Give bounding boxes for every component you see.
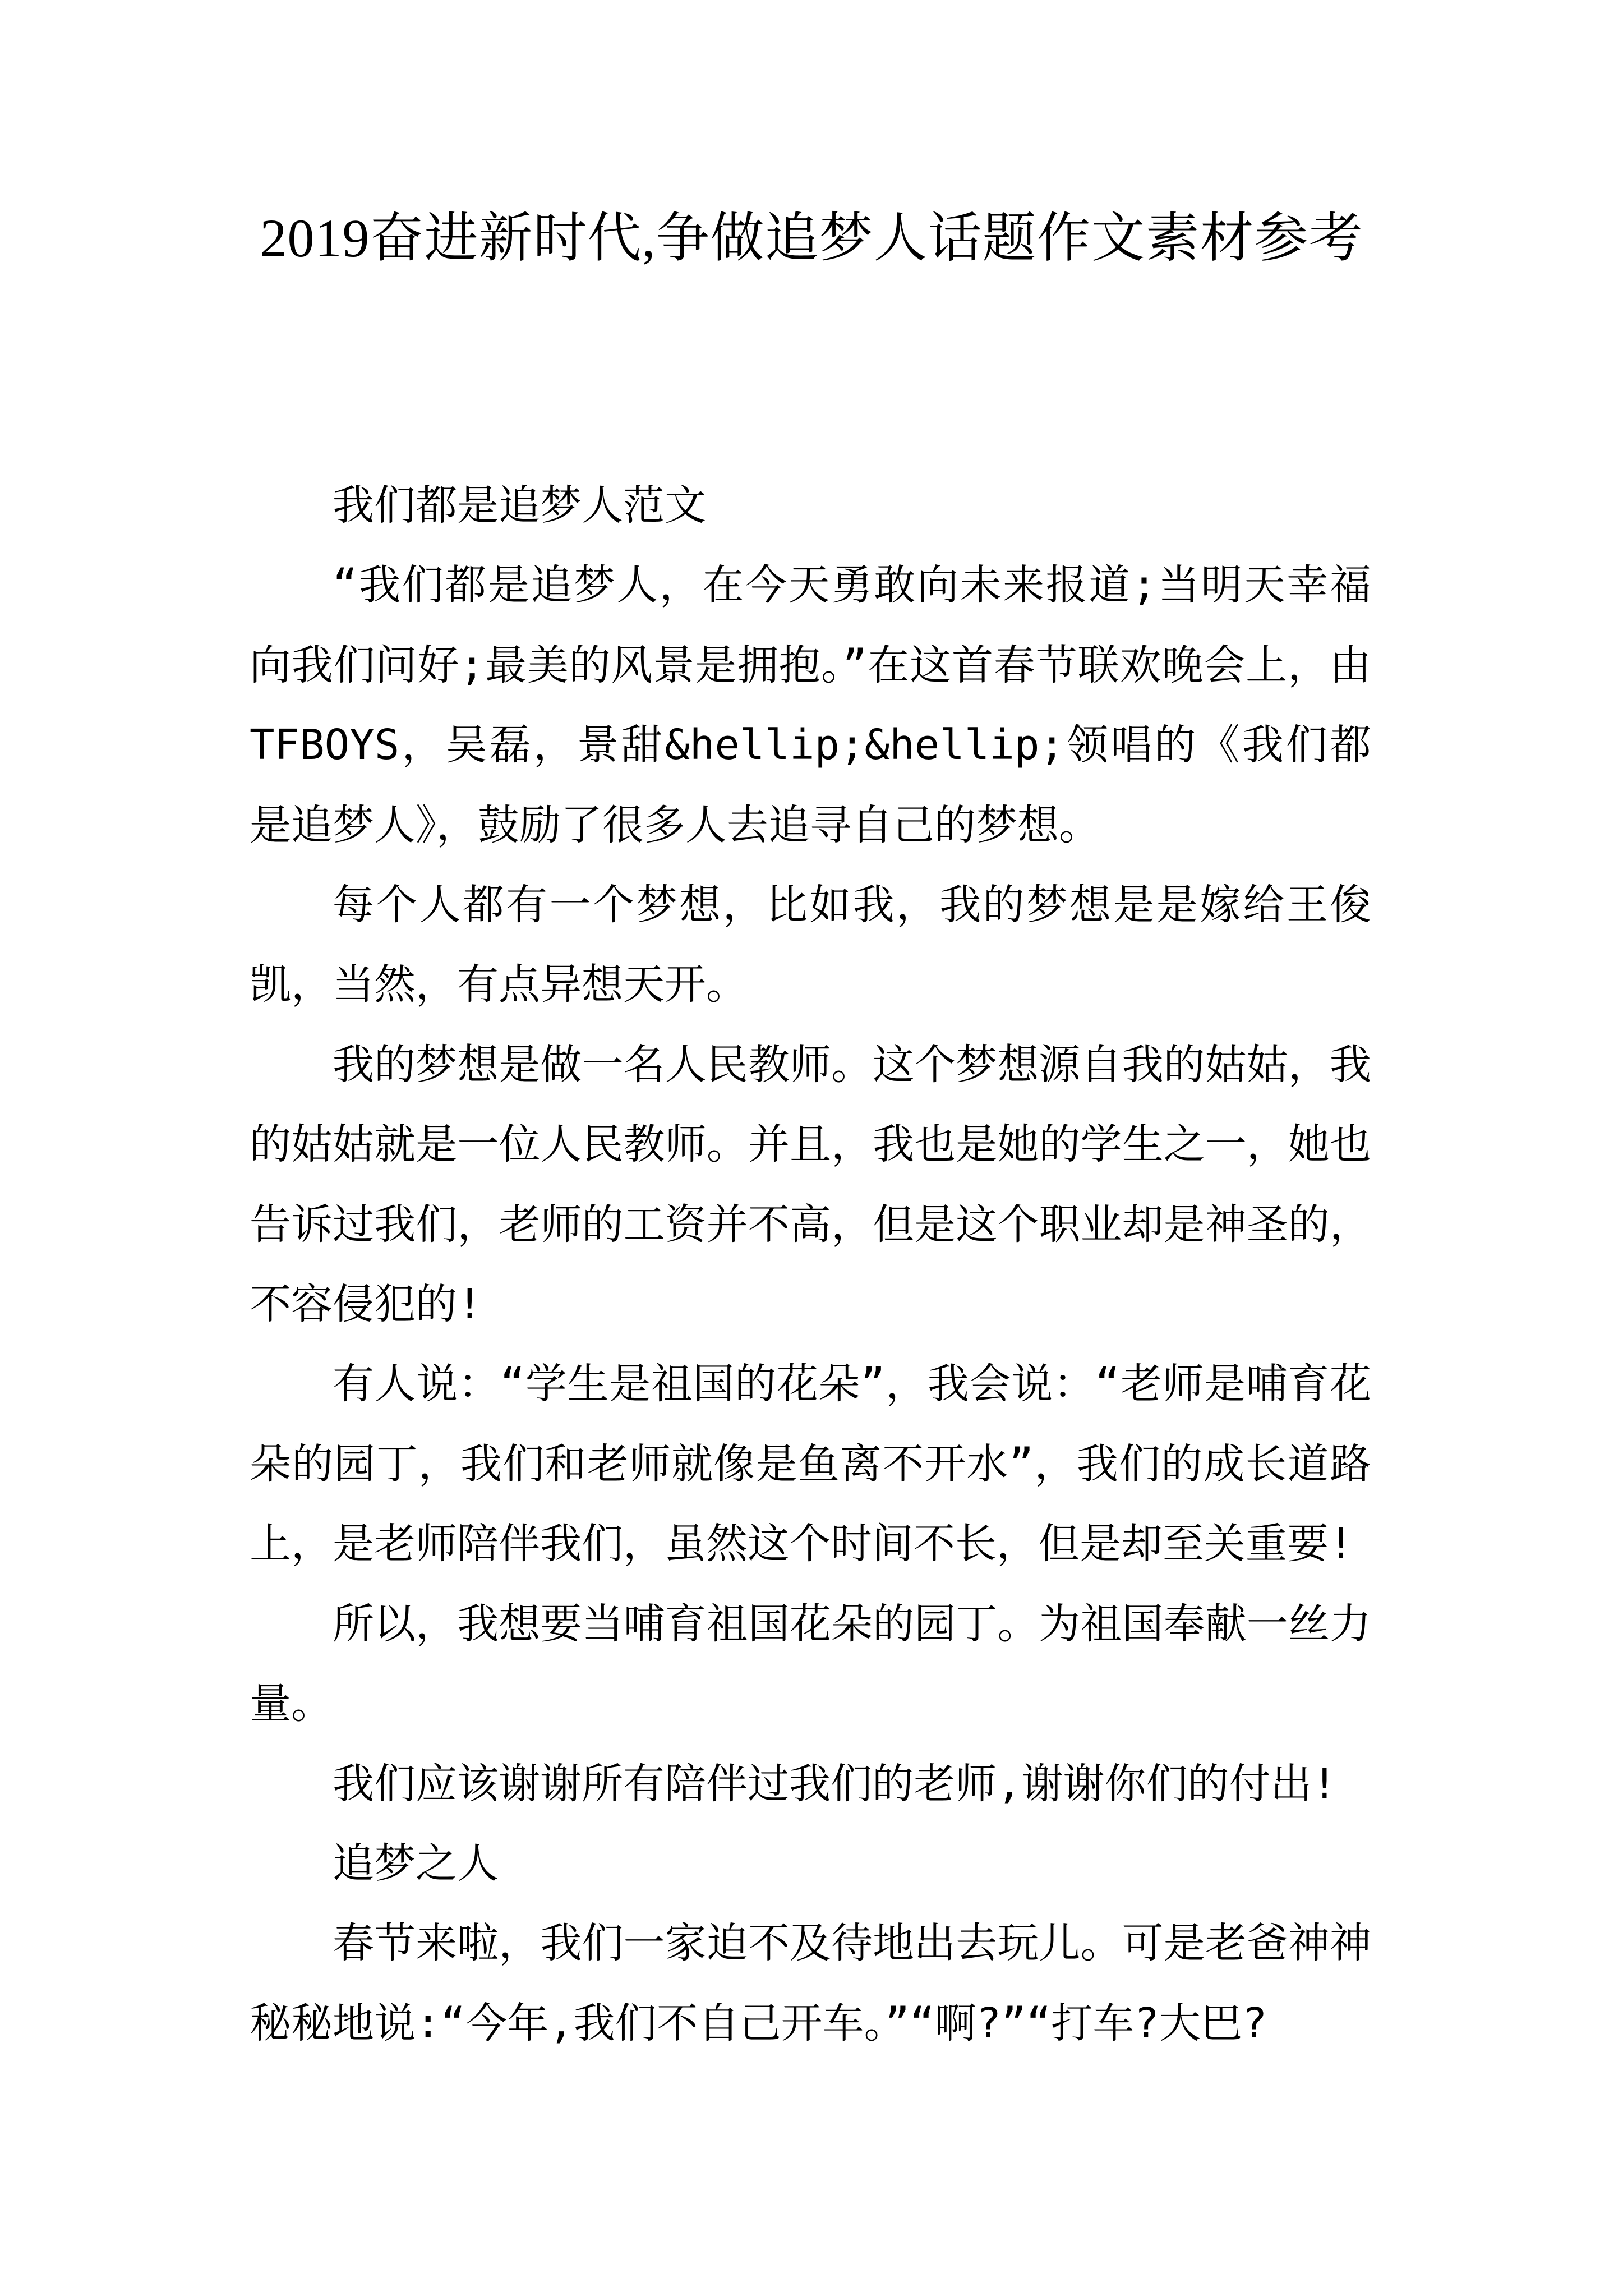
paragraph: 春节来啦，我们一家迫不及待地出去玩儿。可是老爸神神秘秘地说:“今年,我们不自己开车。”“啊?”“打车?大巴? (250, 1919, 1371, 2047)
paragraph: “我们都是追梦人，在今天勇敢向未来报道;当明天幸福向我们问好;最美的风景是拥抱。”在这首春节联欢晚会上，由TFBOYS，吴磊，景甜&hellip;&hellip;领唱的《我们都是追梦人》，鼓励了很多人去追寻自己的梦想。 (250, 561, 1371, 849)
paragraph: 所以，我想要当哺育祖国花朵的园丁。为祖国奉献一丝力量。 (250, 1599, 1371, 1728)
document-body (250, 466, 1371, 2063)
document-title: 2019奋进新时代,争做追梦人话题作文素材参考 (260, 208, 1363, 268)
paragraph: 我们应该谢谢所有陪伴过我们的老师,谢谢你们的付出! (333, 1759, 1338, 1808)
paragraph-heading-2: 追梦之人 (333, 1839, 499, 1888)
paragraph: 每个人都有一个梦想，比如我，我的梦想是是嫁给王俊凯，当然，有点异想天开。 (250, 881, 1371, 1009)
paragraph-heading-1: 我们都是追梦人范文 (333, 481, 706, 530)
paragraph: 我的梦想是做一名人民教师。这个梦想源自我的姑姑，我的姑姑就是一位人民教师。并且，我也是她的学生之一，她也告诉过我们，老师的工资并不高，但是这个职业却是神圣的，不容侵犯的! (250, 1040, 1371, 1329)
paragraph: 有人说：“学生是祖国的花朵”，我会说：“老师是哺育花朵的园丁，我们和老师就像是鱼离不开水”，我们的成长道路上，是老师陪伴我们，虽然这个时间不长，但是却至关重要! (250, 1360, 1371, 1568)
